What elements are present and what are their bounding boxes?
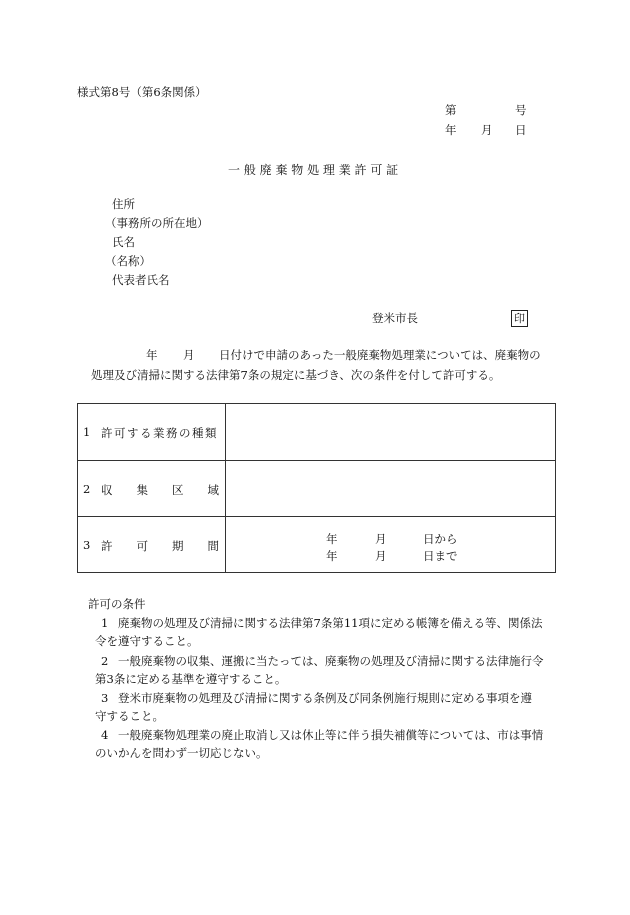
- permit-table: [77, 403, 556, 573]
- row2-label: [101, 482, 219, 498]
- condition-2-line2: 第3条に定める基準を遵守すること。: [95, 672, 287, 686]
- row2-number: 2: [83, 482, 91, 496]
- condition-2-number: 2: [101, 654, 109, 668]
- row3-char: 期: [172, 539, 184, 553]
- row3-char: 可: [136, 539, 148, 553]
- seal-mark: 印: [511, 310, 528, 327]
- date-month: 月: [481, 123, 493, 137]
- row3-number: 3: [83, 538, 91, 552]
- table-row-divider: [78, 460, 555, 461]
- condition-3-line1: 登米市廃棄物の処理及び清掃に関する条例及び同条例施行規則に定める事項を遵: [118, 691, 532, 705]
- condition-4-line1: 一般廃棄物処理業の廃止取消し又は休止等に伴う損失補償等については、市は事情: [118, 728, 544, 742]
- row2-char: 区: [172, 483, 184, 497]
- applicant-representative-label: 代表者氏名: [112, 273, 170, 287]
- conditions-heading: 許可の条件: [88, 597, 146, 611]
- condition-2-line1: 一般廃棄物の収集、運搬に当たっては、廃棄物の処理及び清掃に関する法律施行令: [118, 654, 544, 668]
- period-to-year: 年: [326, 549, 338, 563]
- period-to-month: 月: [375, 549, 387, 563]
- row3-char: 許: [101, 539, 113, 553]
- date-year: 年: [445, 123, 457, 137]
- period-from-suffix: 日から: [423, 532, 458, 546]
- row3-char: 間: [207, 539, 219, 553]
- table-column-divider: [225, 404, 226, 572]
- condition-1-line2: 令を遵守すること。: [95, 634, 199, 648]
- number-prefix: 第: [445, 103, 457, 117]
- form-number: 様式第8号（第6条関係）: [77, 85, 207, 99]
- row2-char: 集: [136, 483, 148, 497]
- row2-char: 収: [101, 483, 113, 497]
- row2-char: 域: [207, 483, 219, 497]
- document-title: 一 般 廃 棄 物 処 理 業 許 可 証: [228, 163, 399, 177]
- condition-4-number: 4: [101, 728, 109, 742]
- body-line1: 日付けで申請のあった一般廃棄物処理業については、廃棄物の: [219, 348, 541, 362]
- row1-label: 許可する業務の種類: [101, 426, 218, 440]
- body-year: 年: [146, 348, 158, 362]
- body-month: 月: [183, 348, 195, 362]
- applicant-org-label: （名称）: [105, 254, 151, 268]
- condition-3-number: 3: [101, 691, 109, 705]
- condition-3-line2: 守すること。: [95, 709, 164, 723]
- applicant-name-label: 氏名: [112, 235, 135, 249]
- body-line2: 処理及び清掃に関する法律第7条の規定に基づき、次の条件を付して許可する。: [91, 368, 501, 382]
- period-from-month: 月: [375, 532, 387, 546]
- condition-1-line1: 廃棄物の処理及び清掃に関する法律第7条第11項に定める帳簿を備える等、関係法: [118, 616, 543, 630]
- row1-number: 1: [83, 425, 91, 439]
- period-from-year: 年: [326, 532, 338, 546]
- date-day: 日: [515, 123, 527, 137]
- number-suffix: 号: [515, 103, 527, 117]
- applicant-office-label: （事務所の所在地）: [105, 216, 209, 230]
- condition-1-number: 1: [101, 616, 109, 630]
- table-row-divider: [78, 516, 555, 517]
- issuer-title: 登米市長: [372, 311, 418, 325]
- condition-4-line2: のいかんを問わず一切応じない。: [95, 746, 268, 760]
- applicant-address-label: 住所: [112, 197, 135, 211]
- period-to-suffix: 日まで: [423, 549, 458, 563]
- row3-label: [101, 538, 219, 554]
